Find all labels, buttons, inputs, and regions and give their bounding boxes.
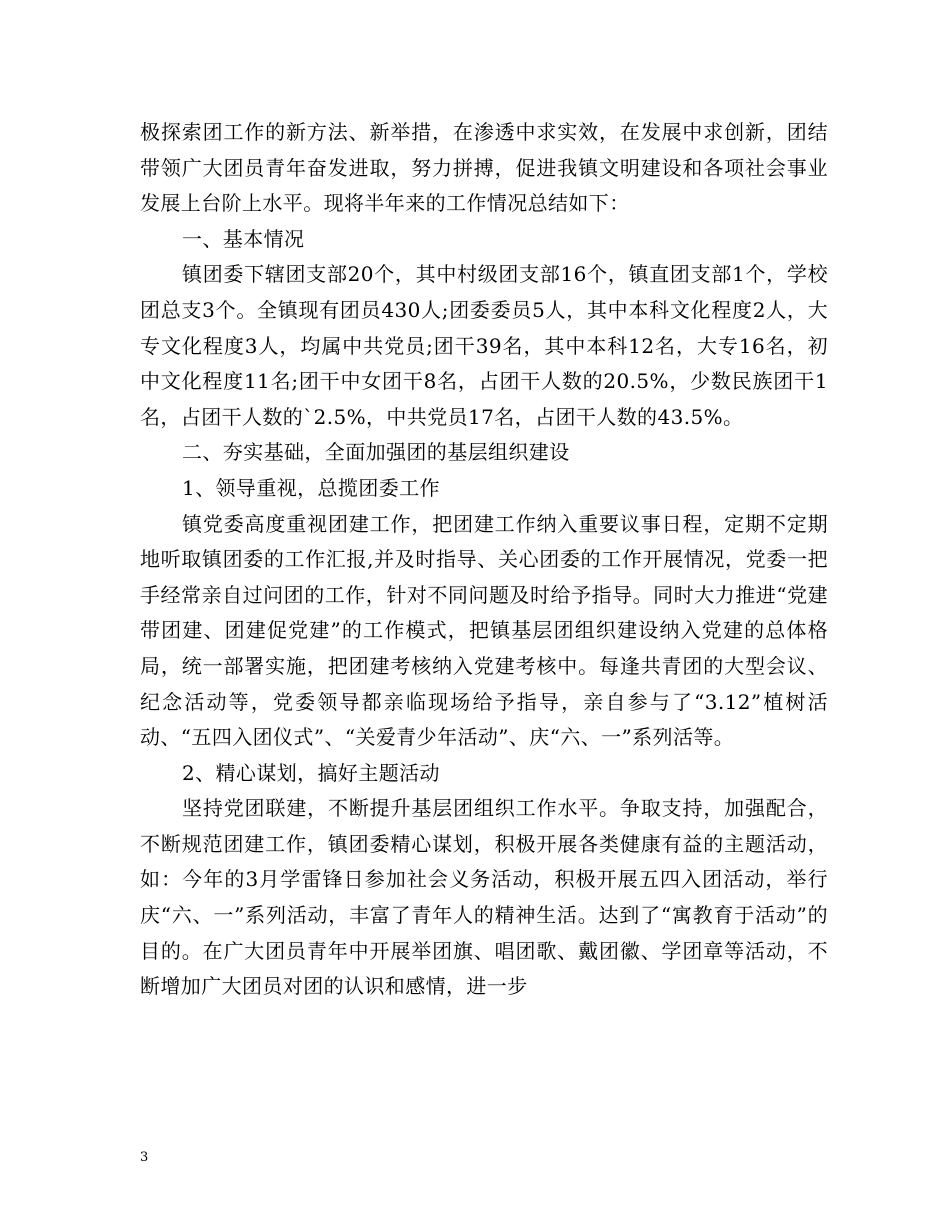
paragraph-basic-situation: 镇团委下辖团支部20个，其中村级团支部16个，镇直团支部1个，学校团总支3个。全镇现有团员430人;团委委员5人，其中本科文化程度2人，大专文化程度3人，均属中共党员;团干39名，其中本科12名，大专16名，初中文化程度11名;团干中女团干8名，占团干人数的20.5%，少数民族团干1名，占团干人数的`2.5%，中共党员17名，占团干人数的43.5%。 <box>140 262 828 429</box>
heading-basic-situation: 一、基本情况 <box>182 226 305 251</box>
paragraph-theme-activities: 坚持党团联建，不断提升基层团组织工作水平。争取支持，加强配合，不断规范团建工作，镇团委精心谋划，积极开展各类健康有益的主题活动，如：今年的3月学雷锋日参加社会义务活动，积极开展五四入团活动，举行庆“六、一”系列活动，丰富了青年人的精神生活。达到了“寓教育于活动”的目的。在广大团员青年中开展举团旗、唱团歌、戴团徽、学团章等活动，不断增加广大团员对团的认识和感情，进一步 <box>140 796 828 999</box>
document-body <box>140 115 828 1005</box>
heading-consolidate-foundation: 二、夯实基础，全面加强团的基层组织建设 <box>182 440 570 465</box>
subheading-leadership: 1、领导重视，总揽团委工作 <box>182 475 440 500</box>
paragraph-leadership: 镇党委高度重视团建工作，把团建工作纳入重要议事日程，定期不定期地听取镇团委的工作汇报,并及时指导、关心团委的工作开展情况，党委一把手经常亲自过问团的工作，针对不同问题及时给予指导。同时大力推进“党建带团建、团建促党建”的工作模式，把镇基层团组织建设纳入党建的总体格局，统一部署实施，把团建考核纳入党建考核中。每逢共青团的大型会议、纪念活动等，党委领导都亲临现场给予指导，亲自参与了“3.12”植树活动、“五四入团仪式”、“关爱青少年活动”、庆“六、一”系列活等。 <box>140 511 828 750</box>
subheading-theme-activities: 2、精心谋划，搞好主题活动 <box>182 760 440 785</box>
page-number: 3 <box>140 1150 149 1165</box>
paragraph-intro-continuation: 极探索团工作的新方法、新举措，在渗透中求实效，在发展中求创新，团结带领广大团员青年奋发进取，努力拼搏，促进我镇文明建设和各项社会事业发展上台阶上水平。现将半年来的工作情况总结如下： <box>140 120 828 216</box>
